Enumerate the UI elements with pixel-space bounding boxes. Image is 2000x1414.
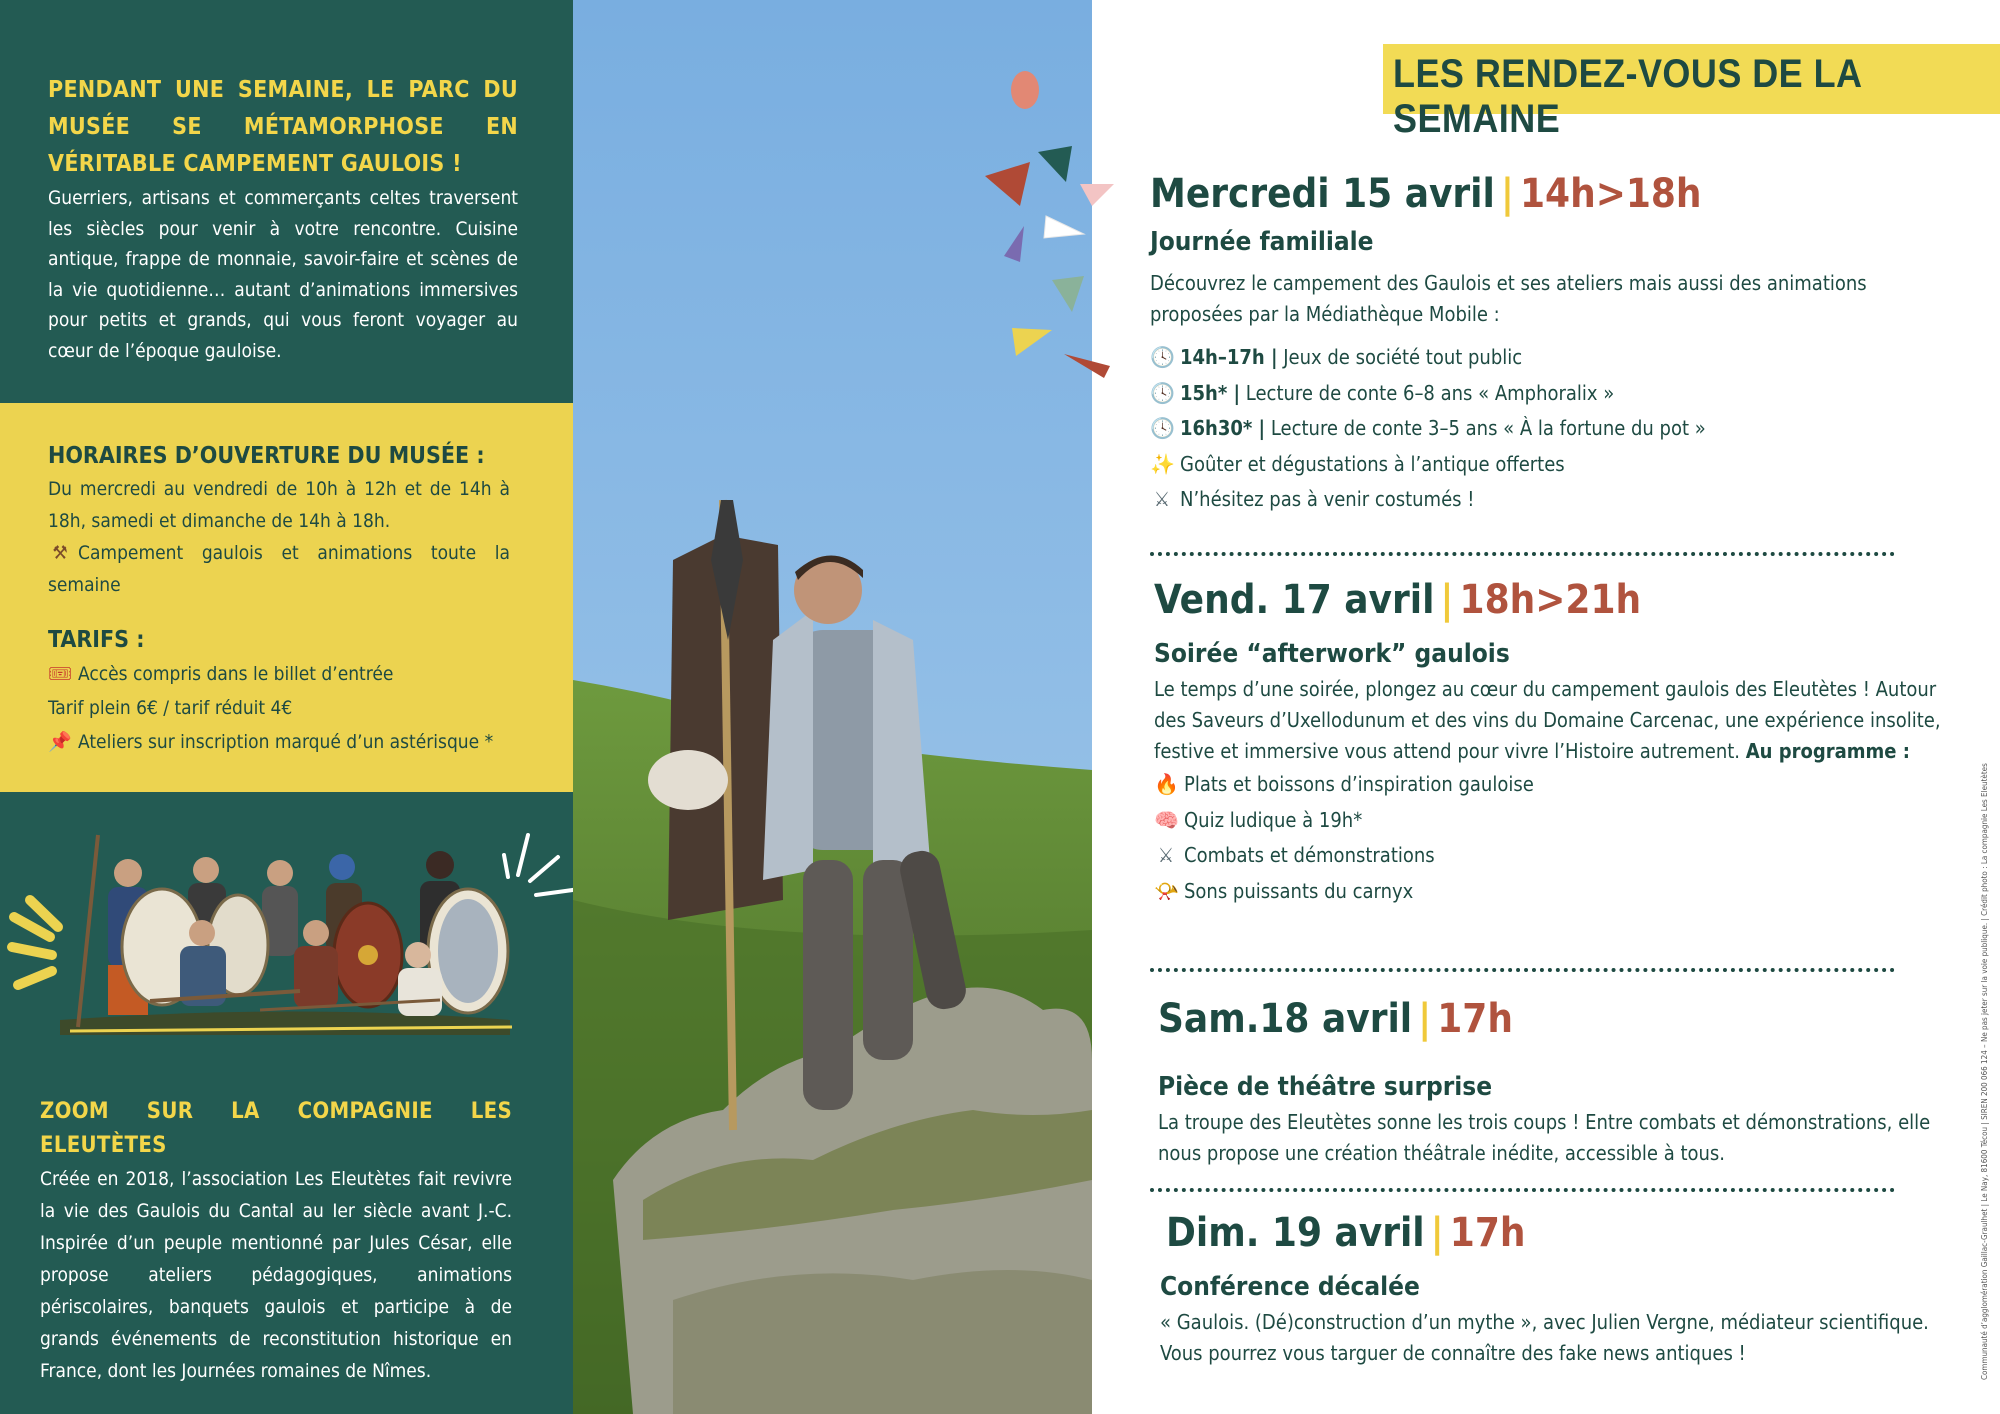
- camp-line: [48, 537, 510, 601]
- intro-body: Guerriers, artisans et commerçants celtes traversent les siècles pour venir à votre rencontre. Cuisine antique, frappe de monnaie, savoir-faire et scènes de la vie quotidienne… autant d’animations immersives pour petits et grands, qui vous feront voyager au cœur de l’époque gauloise.: [48, 187, 518, 362]
- hours-block: [0, 403, 573, 792]
- intro-block: [0, 0, 573, 403]
- event-description: Le temps d’une soirée, plongez au cœur du campement gaulois des Eleutètes ! Autour des Saveurs d’Uxellodunum et des vins du Domaine Carcenac, une expérience insolite, festive et immersive vous attend pour vivre l’Histoire autrement. Au programme :: [1154, 677, 1941, 763]
- event-activity-list: [1154, 767, 1944, 909]
- zoom-body: Créée en 2018, l’association Les Eleutètes fait revivre la vie des Gaulois du Cantal au Ier siècle avant J.-C. Inspirée d’un peuple mentionné par Jules César, elle propose ateliers pédagogiques, animations périscolaires, banquets gaulois et participe à de grands événements de reconstitution historique en France, dont les Journées romaines de Nîmes.: [40, 1168, 512, 1382]
- page-title: LES RENDEZ-VOUS DE LA SEMAINE: [1393, 52, 1862, 141]
- event-subtitle: Journée familiale: [1150, 227, 1374, 257]
- clock-icon: 🕓: [1150, 380, 1175, 405]
- hammer-pick-icon: ⚒: [52, 542, 68, 564]
- camp-text: Campement gaulois et animations toute la semaine: [48, 542, 510, 596]
- event-subtitle: Soirée “afterwork” gaulois: [1154, 639, 1510, 669]
- vertical-credit: Communauté d’agglomération Gaillac-Graulhet | Le Nay, 81600 Técou | SIREN 200 066 124 – Ne pas jeter sur la voie publique. | Crédit photo : La compagnie Les Eleutètes: [1980, 763, 1989, 1380]
- left-column: [0, 0, 573, 1414]
- program-label: Au programme :: [1745, 739, 1910, 763]
- event-subtitle: Conférence décalée: [1160, 1272, 1420, 1302]
- crossed-swords-icon: ⚔: [1157, 843, 1175, 867]
- confetti-decoration: [980, 66, 1120, 386]
- event-description: La troupe des Eleutètes sonne les trois coups ! Entre combats et démonstrations, elle nous propose une création théâtrale inédite, accessible à tous.: [1158, 1110, 1931, 1165]
- event-heading: Mercredi 15 avril | 14h>18h: [1150, 171, 1702, 217]
- crossed-swords-icon: ⚔: [1153, 487, 1171, 511]
- event-heading: Dim. 19 avril | 17h: [1166, 1210, 1526, 1256]
- clock-icon: 🕓: [1150, 416, 1175, 440]
- dotted-divider: [1150, 552, 1895, 556]
- hours-text: Du mercredi au vendredi de 10h à 12h et de 14h à 18h, samedi et dimanche de 14h à 18h.: [48, 478, 510, 532]
- sparkle-strokes-right: [504, 835, 573, 895]
- zoom-text: [40, 1095, 512, 1387]
- event-activity-list: [1150, 340, 1940, 518]
- event-description: « Gaulois. (Dé)construction d’un mythe », avec Julien Vergne, médiateur scientifique. Vous pourrez vous targuer de connaître des fake news antiques !: [1160, 1310, 1929, 1365]
- event-heading: Vend. 17 avril | 18h>21h: [1154, 577, 1642, 623]
- horn-icon: 📯: [1154, 878, 1179, 903]
- tarifs-heading: TARIFS :: [48, 627, 145, 653]
- troupe-photo: [0, 805, 573, 1060]
- hours-heading: HORAIRES D’OUVERTURE DU MUSÉE :: [48, 443, 485, 469]
- zoom-heading: ZOOM SUR LA COMPAGNIE LES ELEUTÈTES: [40, 1099, 512, 1158]
- event-description: Découvrez le campement des Gaulois et ses ateliers mais aussi des animations proposées par la Médiathèque Mobile :: [1150, 271, 1867, 326]
- list-item: ✨ Goûter et dégustations à l’antique offertes: [1150, 447, 1940, 483]
- event-samedi: [1158, 993, 1948, 1169]
- brain-icon: 🧠: [1154, 807, 1179, 832]
- pushpin-icon: 📌: [48, 731, 72, 753]
- list-item: ⚔ N’hésitez pas à venir costumés !: [1150, 482, 1940, 518]
- list-item: ⚔ Combats et démonstrations: [1154, 838, 1944, 874]
- sparkle-strokes-left: [12, 900, 58, 985]
- tarif-line-2: Tarif plein 6€ / tarif réduit 4€: [48, 697, 293, 719]
- tarif-line-1: 🎟 Accès compris dans le billet d’entrée: [48, 657, 537, 691]
- tarif-line-3: 📌 Ateliers sur inscription marqué d’un astérisque *: [48, 725, 537, 759]
- list-item: 🧠 Quiz ludique à 19h*: [1154, 803, 1944, 839]
- list-item: 🕓 16h30* | Lecture de conte 3–5 ans « À la fortune du pot »: [1150, 411, 1940, 447]
- event-heading: Sam.18 avril | 17h: [1158, 996, 1513, 1042]
- sparkles-icon: ✨: [1150, 451, 1175, 476]
- fire-icon: 🔥: [1154, 772, 1179, 796]
- list-item: 📯 Sons puissants du carnyx: [1154, 874, 1944, 910]
- dotted-divider: [1150, 1188, 1895, 1192]
- list-item: 🔥 Plats et boissons d’inspiration gauloise: [1154, 767, 1944, 803]
- list-item: 🕓 15h* | Lecture de conte 6–8 ans « Amphoralix »: [1150, 376, 1940, 412]
- event-dimanche: [1160, 1207, 1956, 1369]
- intro-heading: PENDANT UNE SEMAINE, LE PARC DU MUSÉE SE MÉTAMORPHOSE EN VÉRITABLE CAMPEMENT GAULOIS !: [48, 77, 518, 177]
- event-mercredi: [1150, 168, 1940, 518]
- event-subtitle: Pièce de théâtre surprise: [1158, 1072, 1493, 1102]
- clock-icon: 🕓: [1150, 345, 1175, 369]
- warriors: [78, 835, 508, 1027]
- ticket-icon: 🎟: [48, 663, 73, 685]
- dotted-divider: [1150, 968, 1895, 972]
- list-item: 🕓 14h–17h | Jeux de société tout public: [1150, 340, 1940, 376]
- event-vendredi: [1154, 574, 1944, 909]
